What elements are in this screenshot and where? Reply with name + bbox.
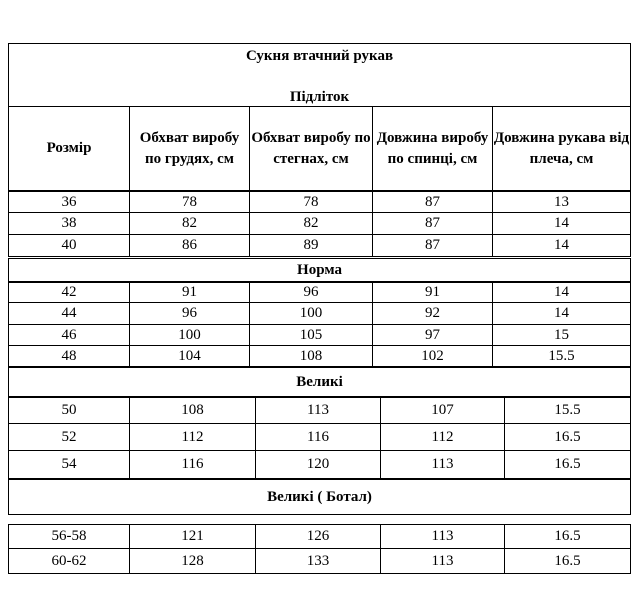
norm-row-cell: 42 xyxy=(8,282,130,303)
norm-row-cell: 97 xyxy=(373,325,493,346)
botal-row-cell: 56-58 xyxy=(8,524,130,549)
norm-row-cell: 14 xyxy=(493,303,631,325)
botal-row-cell: 128 xyxy=(130,549,256,574)
norm-row-cell: 104 xyxy=(130,346,250,367)
norm-row-cell: 14 xyxy=(493,282,631,303)
table-title: Сукня втачний рукав xyxy=(245,48,394,64)
norm-row-cell: 91 xyxy=(130,282,250,303)
large-row-cell: 113 xyxy=(256,397,381,424)
large-row-cell: 108 xyxy=(130,397,256,424)
norm-row-cell: 108 xyxy=(250,346,373,367)
title-block xyxy=(8,43,631,107)
botal-row-cell: 16.5 xyxy=(505,524,631,549)
large-row-cell: 116 xyxy=(256,424,381,451)
norm-row-cell: 100 xyxy=(250,303,373,325)
large-row-cell: 112 xyxy=(130,424,256,451)
section-large-label: Великі xyxy=(8,367,631,397)
column-header: Розмір xyxy=(8,107,130,191)
large-row-cell: 15.5 xyxy=(505,397,631,424)
large-row-cell: 16.5 xyxy=(505,424,631,451)
norm-row-cell: 92 xyxy=(373,303,493,325)
column-header: Обхват виробу по грудях, см xyxy=(130,107,250,191)
teen-row-cell: 87 xyxy=(373,213,493,235)
norm-row-cell: 91 xyxy=(373,282,493,303)
teen-row-cell: 78 xyxy=(250,191,373,213)
teen-row-cell: 14 xyxy=(493,235,631,257)
botal-row-cell: 126 xyxy=(256,524,381,549)
column-header: Довжина виробу по спинці, см xyxy=(373,107,493,191)
norm-row-cell: 44 xyxy=(8,303,130,325)
teen-row-cell: 78 xyxy=(130,191,250,213)
botal-row-cell: 133 xyxy=(256,549,381,574)
botal-row-cell: 113 xyxy=(381,549,505,574)
teen-row-cell: 82 xyxy=(130,213,250,235)
teen-row-cell: 86 xyxy=(130,235,250,257)
large-row-cell: 113 xyxy=(381,451,505,479)
norm-row-cell: 96 xyxy=(130,303,250,325)
botal-row-cell: 16.5 xyxy=(505,549,631,574)
teen-row-cell: 38 xyxy=(8,213,130,235)
large-row-cell: 112 xyxy=(381,424,505,451)
botal-row-cell: 121 xyxy=(130,524,256,549)
norm-row-cell: 15.5 xyxy=(493,346,631,367)
norm-row-cell: 48 xyxy=(8,346,130,367)
norm-row-cell: 105 xyxy=(250,325,373,346)
teen-row-cell: 82 xyxy=(250,213,373,235)
teen-row-cell: 87 xyxy=(373,191,493,213)
column-header: Обхват виробу по стегнах, см xyxy=(250,107,373,191)
teen-row-cell: 14 xyxy=(493,213,631,235)
column-header: Довжина рукава від плеча, см xyxy=(493,107,631,191)
norm-row-cell: 15 xyxy=(493,325,631,346)
teen-row-cell: 36 xyxy=(8,191,130,213)
large-row-cell: 116 xyxy=(130,451,256,479)
norm-row-cell: 102 xyxy=(373,346,493,367)
large-row-cell: 120 xyxy=(256,451,381,479)
large-row-cell: 50 xyxy=(8,397,130,424)
large-row-cell: 16.5 xyxy=(505,451,631,479)
teen-row-cell: 87 xyxy=(373,235,493,257)
teen-row-cell: 40 xyxy=(8,235,130,257)
table-subtitle: Підліток xyxy=(289,89,350,105)
teen-row-cell: 13 xyxy=(493,191,631,213)
botal-row-cell: 60-62 xyxy=(8,549,130,574)
teen-row-cell: 89 xyxy=(250,235,373,257)
botal-row-cell: 113 xyxy=(381,524,505,549)
large-row-cell: 54 xyxy=(8,451,130,479)
large-row-cell: 107 xyxy=(381,397,505,424)
norm-row-cell: 96 xyxy=(250,282,373,303)
section-botal-label: Великі ( Ботал) xyxy=(8,479,631,515)
norm-row-cell: 100 xyxy=(130,325,250,346)
large-row-cell: 52 xyxy=(8,424,130,451)
norm-row-cell: 46 xyxy=(8,325,130,346)
section-norm-label: Норма xyxy=(8,258,631,282)
